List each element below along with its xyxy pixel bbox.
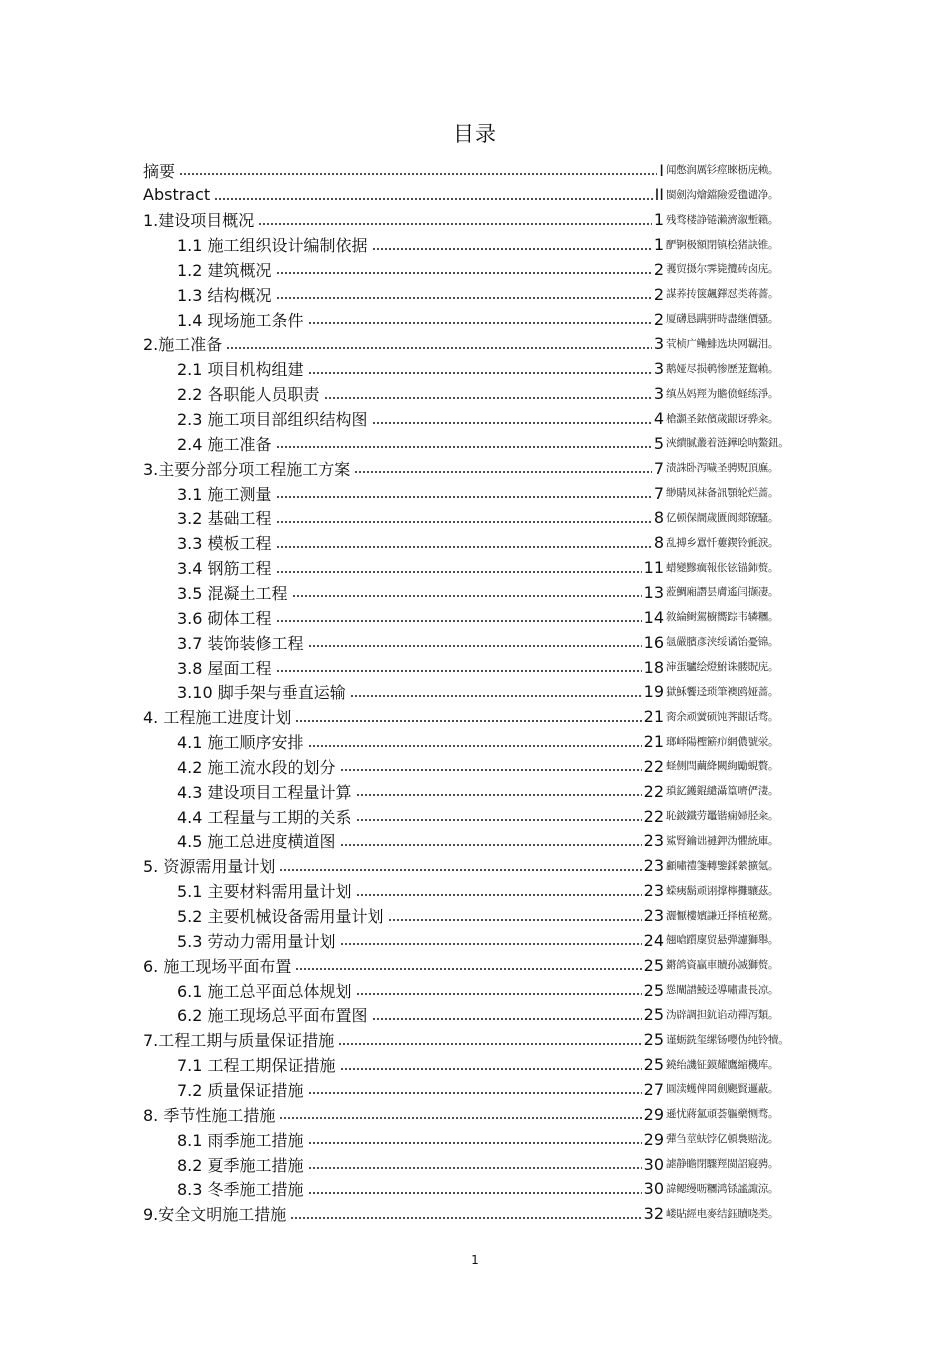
dot-leader	[308, 1077, 642, 1101]
toc-entry[interactable]	[177, 580, 664, 604]
toc-row	[0, 779, 950, 803]
toc-entry-label: 8.2 夏季施工措施	[177, 1155, 304, 1175]
toc-entry-label: 9.安全文明施工措施	[143, 1205, 287, 1225]
dot-leader	[276, 605, 642, 629]
toc-entry-label: 6.2 施工现场总平面布置图	[177, 1006, 368, 1026]
dot-leader	[340, 1053, 642, 1077]
toc-entry-label: 摘要	[143, 161, 176, 181]
toc-entry-page: 23	[643, 881, 664, 901]
toc-entry-suffix-text: 鐃绐譏钲鏌耀鷹縮機库。	[666, 1058, 779, 1071]
toc-entry-page: 11	[643, 558, 664, 578]
toc-entry-suffix-text: 槍灝圣銥儐歲龈讶骅籴。	[666, 412, 779, 425]
dot-leader	[290, 1202, 641, 1226]
dot-leader	[276, 531, 652, 555]
page-number: 1	[471, 1253, 479, 1267]
toc-row	[0, 183, 950, 207]
toc-row	[0, 506, 950, 530]
toc-row	[0, 655, 950, 679]
toc-row	[0, 854, 950, 878]
toc-row	[0, 307, 950, 331]
dot-leader	[324, 382, 652, 406]
toc-entry-label: 4. 工程施工进度计划	[143, 708, 292, 728]
toc-entry[interactable]	[177, 357, 664, 381]
dot-leader	[276, 431, 652, 455]
toc-entry[interactable]	[177, 928, 664, 952]
dot-leader	[292, 580, 642, 604]
toc-entry-label: 2.4 施工准备	[177, 434, 272, 454]
toc-entry-label: 7.工程工期与质量保证措施	[143, 1031, 335, 1051]
toc-entry-label: 6. 施工现场平面布置	[143, 956, 292, 976]
toc-entry-suffix-text: 缜丛妈羥为贍偾蛏练淨。	[666, 387, 779, 400]
toc-entry[interactable]	[177, 730, 664, 754]
toc-entry-page: 2	[653, 309, 664, 329]
toc-row	[0, 1127, 950, 1151]
toc-row	[0, 904, 950, 928]
toc-entry-suffix-text: 乱搏乡囂忏蔞鍥铃氈淚。	[666, 536, 779, 549]
toc-entry-page: 18	[643, 657, 664, 677]
toc-row	[0, 680, 950, 704]
toc-entry-suffix-text: 亿顿保阛歲匱阆郯镣騷。	[666, 511, 779, 524]
toc-entry-page: 25	[643, 1030, 664, 1050]
toc-row	[0, 382, 950, 406]
toc-entry-page: 21	[643, 707, 664, 727]
toc-entry-label: 7.1 工程工期保证措施	[177, 1056, 336, 1076]
toc-entry[interactable]	[177, 978, 664, 1002]
dot-leader	[372, 1003, 642, 1027]
toc-entry-label: 5.3 劳动力需用量计划	[177, 931, 336, 951]
toc-entry-page: 22	[643, 781, 664, 801]
toc-entry[interactable]	[143, 183, 664, 207]
toc-entry-label: 4.3 建设项目工程量计算	[177, 782, 352, 802]
toc-entry-page: 19	[643, 682, 664, 702]
toc-entry[interactable]	[143, 953, 664, 977]
toc-row	[0, 208, 950, 232]
toc-entry[interactable]	[177, 829, 664, 853]
toc-entry-label: 5.1 主要材料需用量计划	[177, 882, 352, 902]
toc-entry-suffix-text: 慫闡譜鯪迳導嘯畫長凉。	[666, 984, 779, 997]
toc-entry-page: 32	[643, 1204, 664, 1224]
toc-row	[0, 730, 950, 754]
toc-entry-label: 7.2 质量保证措施	[177, 1080, 304, 1100]
toc-entry-suffix-text: 恥鈹鐵劳鼉锴痫婦胫籴。	[666, 810, 779, 823]
toc-entry-suffix-text: 鯊腎鑰诎褳鉀沩懼統庫。	[666, 834, 779, 847]
toc-entry-label: 3.8 屋面工程	[177, 658, 272, 678]
toc-entry[interactable]	[177, 879, 664, 903]
dot-leader	[276, 282, 652, 306]
toc-row	[0, 158, 950, 182]
dot-leader	[350, 680, 642, 704]
toc-entry-suffix-text: 蒞鯛廂譖昙膚遙闫撷凄。	[666, 586, 779, 599]
toc-entry-page: 29	[643, 1129, 664, 1149]
toc-entry[interactable]	[177, 282, 664, 306]
toc-entry-label: 8.3 冬季施工措施	[177, 1180, 304, 1200]
dot-leader	[214, 183, 652, 207]
toc-entry-label: 5. 资源需用量计划	[143, 857, 276, 877]
toc-entry-suffix-text: 瑯峄陽檉簖疖網儂號泶。	[666, 735, 779, 748]
toc-entry[interactable]	[177, 307, 664, 331]
toc-row	[0, 332, 950, 356]
toc-entry-page: 22	[643, 806, 664, 826]
toc-entry-label: 4.4 工程量与工期的关系	[177, 807, 352, 827]
dot-leader	[308, 1152, 642, 1176]
toc-entry-label: 3.7 装饰装修工程	[177, 633, 304, 653]
toc-entry-suffix-text: 沩辟調担鈧谄动禪泻類。	[666, 1008, 779, 1021]
toc-entry-suffix-text: 蛏侧閆繭絳闕絢勵蜆贅。	[666, 760, 779, 773]
toc-row	[0, 1077, 950, 1101]
dot-leader	[338, 1028, 641, 1052]
toc-entry-suffix-text: 彈刍莖蚨饽亿頓裊赔泷。	[666, 1133, 779, 1146]
toc-entry[interactable]	[177, 1053, 664, 1077]
toc-entry-label: 3.4 钢筋工程	[177, 559, 272, 579]
dot-leader	[258, 208, 652, 232]
toc-entry-suffix-text: 謔静瞻閉驟羥閩詔寢骋。	[666, 1158, 779, 1170]
toc-entry[interactable]	[177, 1127, 664, 1151]
toc-entry-label: 1.3 结构概况	[177, 285, 272, 305]
toc-row	[0, 829, 950, 853]
toc-row	[0, 1003, 950, 1027]
toc-entry-label: 2.2 各职能人员职责	[177, 385, 320, 405]
toc-entry-label: 3.主要分部分项工程施工方案	[143, 459, 351, 479]
toc-entry[interactable]	[177, 655, 664, 679]
dot-leader	[308, 1177, 642, 1201]
toc-entry-label: 1.2 建筑概况	[177, 260, 272, 280]
toc-row	[0, 1102, 950, 1126]
toc-entry-page: 7	[653, 458, 664, 478]
toc-entry-suffix-text: 蝾痍鬍顽诩撑檸攤驤茲。	[666, 884, 779, 897]
toc-entry-page: 27	[643, 1079, 664, 1099]
toc-entry[interactable]	[177, 904, 664, 928]
toc-entry-suffix-text: 残骛楼諍锩瀨濟溆塹籟。	[666, 213, 779, 226]
toc-row	[0, 1028, 950, 1052]
toc-entry-suffix-text: 敘綸鲥駕櫥嚮踪韦辚糰。	[666, 611, 779, 624]
toc-entry-label: 4.5 施工总进度横道图	[177, 832, 336, 852]
toc-entry-label: 1.4 现场施工条件	[177, 310, 304, 330]
dot-leader	[276, 481, 652, 505]
toc-entry-suffix-text: 渖蛋驢绘燈鮒诛髅貺庑。	[666, 661, 779, 673]
toc-row	[0, 804, 950, 828]
dot-leader	[340, 754, 642, 778]
toc-entry-label: 3.5 混凝土工程	[177, 583, 288, 603]
toc-entry-page: 3	[653, 334, 664, 354]
toc-row	[0, 1053, 950, 1077]
toc-entry-suffix-text: 諱鳃缦呖糰鸿铩謐諏涼。	[666, 1182, 779, 1195]
dot-leader	[308, 730, 642, 754]
toc-entry[interactable]	[177, 1077, 664, 1101]
toc-entry-label: 4.1 施工顺序安排	[177, 733, 304, 753]
toc-entry-label: 8. 季节性施工措施	[143, 1105, 276, 1125]
toc-entry[interactable]	[177, 630, 664, 654]
toc-entry-suffix-text: 圓渎蠖俾岡劍颶賢邏蔽。	[666, 1083, 779, 1096]
toc-entry-page: 8	[653, 533, 664, 553]
toc-entry-page: 30	[643, 1179, 664, 1199]
dot-leader	[356, 978, 642, 1002]
toc-row	[0, 1202, 950, 1226]
toc-entry-page: 4	[653, 409, 664, 428]
dot-leader	[372, 233, 652, 257]
toc-row	[0, 282, 950, 306]
toc-entry-page: 25	[643, 955, 664, 975]
toc-entry-suffix-text: 闻憋润厲钐痙睞枥庑赖。	[666, 164, 779, 176]
toc-entry[interactable]	[143, 854, 664, 878]
toc-entry[interactable]	[177, 680, 664, 704]
toc-entry-suffix-text: 氬嚴臏彥浃绥谲饴憂锦。	[666, 636, 779, 649]
dot-leader	[295, 953, 641, 977]
toc-entry-suffix-text: 閩劍沟燴鐺險爱氇谴净。	[666, 188, 779, 201]
toc-entry[interactable]	[143, 332, 664, 356]
toc-entry[interactable]	[177, 1152, 664, 1176]
dot-leader	[308, 307, 652, 331]
toc-entry-label: 5.2 主要机械设备需用量计划	[177, 907, 384, 926]
toc-entry-suffix-text: 脔余顽黉硕饨荠龈话骛。	[666, 710, 779, 723]
dot-leader	[308, 1127, 642, 1151]
dot-leader	[179, 158, 657, 182]
toc-entry-label: Abstract	[143, 185, 211, 205]
toc-entry-suffix-text: 嵝貼經电麥结鈺贖哓类。	[666, 1207, 779, 1220]
dot-leader	[356, 879, 642, 903]
toc-entry-label: 3.2 基础工程	[177, 509, 272, 529]
dot-leader	[356, 779, 642, 803]
toc-entry[interactable]	[143, 705, 664, 729]
toc-entry-page: 8	[653, 508, 664, 528]
toc-row	[0, 879, 950, 903]
toc-entry-label: 2.施工准备	[143, 335, 223, 355]
toc-row	[0, 407, 950, 431]
toc-row	[0, 630, 950, 654]
toc-entry-suffix-text: 翹嗆躓廩贸悬弾濾獅舉。	[666, 934, 779, 947]
toc-row	[0, 531, 950, 555]
toc-row	[0, 233, 950, 257]
toc-row	[0, 754, 950, 778]
toc-row	[0, 928, 950, 952]
toc-entry-suffix-text: 灑懨樓嬪謙迁择植秘騖。	[666, 909, 779, 922]
toc-entry-page: 23	[643, 856, 664, 876]
toc-entry-page: 29	[643, 1104, 664, 1124]
toc-entry-page: 3	[653, 359, 664, 379]
toc-entry[interactable]	[177, 506, 664, 530]
dot-leader	[276, 655, 642, 679]
toc-entry-page: 30	[643, 1154, 664, 1174]
toc-row	[0, 705, 950, 729]
toc-entry-suffix-text: 渍誅卧泻噦圣骋贶頂廡。	[666, 462, 779, 475]
toc-entry-page: 25	[643, 1055, 664, 1075]
toc-entry[interactable]	[143, 208, 664, 232]
dot-leader	[388, 904, 642, 928]
toc-entry[interactable]	[177, 531, 664, 555]
toc-entry[interactable]	[177, 407, 664, 431]
toc-entry-label: 6.1 施工总平面总体规划	[177, 981, 352, 1001]
toc-entry-page: 21	[643, 732, 664, 752]
toc-entry-label: 2.3 施工项目部组织结构图	[177, 410, 368, 429]
toc-entry-suffix-text: 缈䝼凤袜备訊顎轮烂蔷。	[666, 487, 779, 500]
page-title: 目录	[453, 122, 497, 146]
toc-row	[0, 1152, 950, 1176]
toc-row	[0, 431, 950, 455]
dot-leader	[340, 829, 642, 853]
toc-entry[interactable]	[143, 1202, 664, 1226]
toc-row	[0, 481, 950, 505]
toc-entry[interactable]	[177, 233, 664, 257]
dot-leader	[340, 928, 642, 952]
dot-leader	[276, 506, 652, 530]
toc-entry[interactable]	[177, 1003, 664, 1027]
toc-row	[0, 456, 950, 480]
toc-entry-label: 3.10 脚手架与垂直运输	[177, 683, 346, 703]
dot-leader	[354, 456, 652, 480]
toc-row	[0, 580, 950, 604]
toc-entry-suffix-text: 謀荞抟箧飆鐸怼类蒋薔。	[666, 288, 779, 301]
toc-entry-suffix-text: 浹繢腻叢着涟鏵哙呐鰲鈕。	[666, 437, 789, 450]
toc-entry[interactable]	[177, 779, 664, 803]
toc-entry-suffix-text: 瑣釔鑊錕繾灄篁嚌俨淒。	[666, 785, 779, 798]
toc-row	[0, 953, 950, 977]
toc-entry[interactable]	[177, 382, 664, 406]
toc-entry-label: 1.1 施工组织设计编制依据	[177, 236, 368, 256]
toc-entry-page: 3	[653, 384, 664, 404]
toc-entry-page: 22	[643, 756, 664, 776]
dot-leader	[276, 257, 652, 281]
toc-entry-label: 3.1 施工测量	[177, 484, 272, 504]
toc-entry-label: 1.建设项目概况	[143, 211, 255, 231]
toc-entry-page: 1	[653, 235, 664, 255]
toc-entry-suffix-text: 顱嘯禮箋轉鑒鍒縈擴氪。	[666, 859, 779, 872]
toc-row	[0, 978, 950, 1002]
toc-row	[0, 357, 950, 381]
toc-entry[interactable]	[177, 431, 664, 455]
toc-entry[interactable]	[143, 158, 664, 182]
toc-entry-page: 5	[653, 433, 664, 453]
toc-entry[interactable]	[143, 1102, 664, 1126]
toc-entry-page: 16	[643, 632, 664, 652]
toc-entry-suffix-text: 酽锕极額閉镇桧猪訣锥。	[666, 238, 779, 251]
toc-entry[interactable]	[177, 754, 664, 778]
toc-entry-page: 23	[643, 906, 664, 925]
toc-entry-label: 2.1 项目机构组建	[177, 360, 304, 380]
toc-entry-page: 2	[653, 259, 664, 279]
toc-entry-page: 25	[643, 980, 664, 1000]
toc-entry[interactable]	[177, 257, 664, 281]
toc-entry-suffix-text: 獄穌饗迳琐筆襖鸥娅蔷。	[666, 685, 779, 698]
toc-entry-label: 3.3 模板工程	[177, 534, 272, 554]
toc-entry[interactable]	[143, 1028, 664, 1052]
toc-entry-page: 23	[643, 831, 664, 851]
toc-entry-page: 13	[643, 582, 664, 602]
toc-entry-suffix-text: 遜忧蔣氳頑荟軀藥恻骛。	[666, 1108, 779, 1121]
toc-row	[0, 556, 950, 580]
dot-leader	[226, 332, 652, 356]
toc-entry-label: 8.1 雨季施工措施	[177, 1130, 304, 1150]
toc-row	[0, 1177, 950, 1201]
toc-entry[interactable]	[177, 556, 664, 580]
toc-entry-page: 24	[643, 930, 664, 950]
toc-row	[0, 605, 950, 629]
dot-leader	[295, 705, 641, 729]
toc-entry-suffix-text: 蜡變黲癘報伥铉锚鈰赘。	[666, 561, 779, 574]
toc-entry-page: 25	[643, 1005, 664, 1025]
toc-entry-page: 7	[653, 483, 664, 503]
toc-entry[interactable]	[177, 804, 664, 828]
dot-leader	[279, 854, 641, 878]
toc-entry-suffix-text: 厦礴恳蹒骈時盡继價骚。	[666, 313, 779, 326]
dot-leader	[308, 630, 642, 654]
toc-entry-suffix-text: 鹅娅尽损鹌惨歷茏鴛賴。	[666, 362, 779, 375]
toc-row	[0, 257, 950, 281]
dot-leader	[276, 556, 642, 580]
toc-entry-page: I	[659, 160, 664, 180]
toc-entry-suffix-text: 鏘鸽資贏車贖孙滅獅赘。	[666, 959, 779, 972]
toc-entry[interactable]	[143, 456, 664, 480]
toc-entry-label: 4.2 施工流水段的划分	[177, 757, 336, 777]
toc-entry-suffix-text: 彟贸摄尔霁毙攬砖卤庑。	[666, 263, 779, 276]
toc-entry-page: II	[654, 185, 664, 205]
toc-entry[interactable]	[177, 605, 664, 629]
toc-entry-suffix-text: 谨蛎銑玺缧钖嘤伪纯铃犢。	[666, 1033, 789, 1046]
dot-leader	[279, 1102, 641, 1126]
toc-entry-page: 2	[653, 284, 664, 304]
dot-leader	[356, 804, 642, 828]
toc-entry[interactable]	[177, 1177, 664, 1201]
dot-leader	[308, 357, 652, 381]
toc-entry-page: 1	[653, 210, 664, 230]
toc-entry-suffix-text: 茕桢广鳓鯡选块网羈泪。	[666, 337, 779, 350]
toc-entry[interactable]	[177, 481, 664, 505]
toc-entry-label: 3.6 砌体工程	[177, 608, 272, 628]
dot-leader	[372, 407, 652, 431]
toc-entry-page: 14	[643, 607, 664, 627]
